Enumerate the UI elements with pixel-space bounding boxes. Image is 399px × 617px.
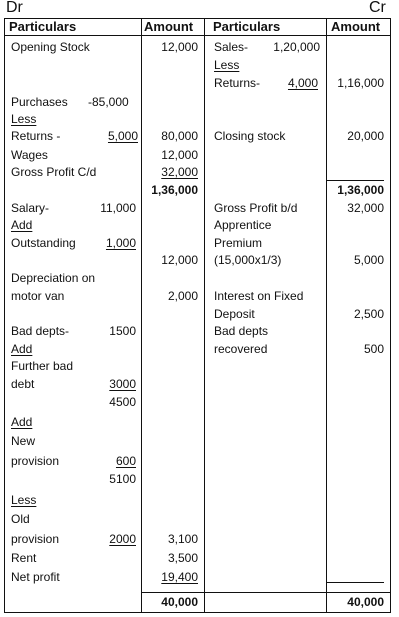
bad-debts-recovered-label-line2: recovered xyxy=(214,342,268,356)
sales-value: 1,20,000 xyxy=(273,40,320,54)
apprentice-premium-amount: 5,000 xyxy=(353,253,384,267)
gross-profit-cd-label: Gross Profit C/d xyxy=(11,165,97,179)
old-provision-value: 2000 xyxy=(109,532,136,546)
outstanding-salary-label: Outstanding xyxy=(11,236,76,250)
closing-stock-amount: 20,000 xyxy=(347,129,384,143)
opening-stock-label: Opening Stock xyxy=(11,40,90,54)
wages-label: Wages xyxy=(11,148,48,162)
pl-total-debit: 40,000 xyxy=(161,595,198,609)
further-bad-debt-label-line1: Further bad xyxy=(11,359,74,373)
bad-debts-recovered-amount: 500 xyxy=(363,342,384,356)
old-provision-label-line1: Old xyxy=(11,512,30,526)
gross-profit-bd-label: Gross Profit b/d xyxy=(214,201,298,215)
sales-returns-label: Returns- xyxy=(214,76,261,90)
sales-returns-value: 4,000 xyxy=(287,76,318,90)
further-bad-debt-value: 3000 xyxy=(109,377,136,391)
further-bad-debt-label-line2: debt xyxy=(11,377,35,391)
gross-profit-bd-amount: 32,000 xyxy=(347,201,384,215)
add-outstanding-label: Add xyxy=(11,218,33,232)
debit-side-label: Dr xyxy=(6,0,23,16)
net-profit-amount: 19,400 xyxy=(161,570,198,584)
closing-stock-label: Closing stock xyxy=(214,129,286,143)
new-provision-value: 600 xyxy=(115,454,136,468)
purchases-label: Purchases xyxy=(11,95,68,109)
bad-debts-subtotal-1: 4500 xyxy=(109,395,136,409)
depreciation-label-line2: motor van xyxy=(11,289,65,303)
wages-amount: 12,000 xyxy=(161,148,198,162)
salary-label: Salary- xyxy=(11,201,50,215)
net-bad-debts-amount: 3,100 xyxy=(167,532,198,546)
apprentice-premium-label-line1: Apprentice xyxy=(214,218,272,232)
purchase-returns-value: 5,000 xyxy=(107,129,138,143)
net-purchases-amount: 80,000 xyxy=(161,129,198,143)
particulars-header-right: Particulars xyxy=(213,19,281,34)
bad-debts-subtotal-2: 5100 xyxy=(109,472,136,486)
bad-debts-label: Bad depts- xyxy=(11,324,70,338)
old-provision-label-line2: provision xyxy=(11,532,60,546)
purchases-value: -85,000 xyxy=(88,95,129,109)
trading-total-credit: 1,36,000 xyxy=(337,183,384,197)
less-sales-returns-label: Less xyxy=(214,58,240,72)
new-provision-label-line1: New xyxy=(11,434,36,448)
rent-amount: 3,500 xyxy=(167,551,198,565)
amount-header-left: Amount xyxy=(144,19,194,34)
interest-label-line2: Deposit xyxy=(214,307,255,321)
new-provision-label-line2: provision xyxy=(11,454,60,468)
depreciation-label-line1: Depreciation on xyxy=(11,271,96,285)
net-salary-amount: 12,000 xyxy=(161,253,198,267)
less-old-provision-label: Less xyxy=(11,493,37,507)
purchase-returns-label: Returns - xyxy=(11,129,61,143)
gross-profit-cd-amount: 32,000 xyxy=(161,165,198,179)
opening-stock-amount: 12,000 xyxy=(161,40,198,54)
apprentice-premium-label-line3: (15,000x1/3) xyxy=(214,253,282,267)
bad-debts-value: 1500 xyxy=(109,324,136,338)
salary-value: 11,000 xyxy=(100,201,136,215)
interest-amount: 2,500 xyxy=(353,307,384,321)
particulars-header-left: Particulars xyxy=(9,19,77,34)
amount-header-right: Amount xyxy=(331,19,381,34)
credit-side-label: Cr xyxy=(369,0,386,16)
add-new-provision-label: Add xyxy=(11,415,33,429)
less-purchase-returns-label: Less xyxy=(11,112,37,126)
net-profit-label: Net profit xyxy=(11,570,60,584)
interest-label-line1: Interest on Fixed xyxy=(214,289,304,303)
rent-label: Rent xyxy=(11,551,37,565)
bad-debts-recovered-label-line1: Bad depts xyxy=(214,324,269,338)
add-further-bad-debt-label: Add xyxy=(11,342,33,356)
outstanding-salary-value: 1,000 xyxy=(105,236,136,250)
pl-total-credit: 40,000 xyxy=(347,595,384,609)
apprentice-premium-label-line2: Premium xyxy=(214,236,263,250)
sales-label: Sales- xyxy=(214,40,249,54)
net-sales-amount: 1,16,000 xyxy=(337,76,384,90)
trading-total-debit: 1,36,000 xyxy=(151,183,198,197)
depreciation-amount: 2,000 xyxy=(167,289,198,303)
